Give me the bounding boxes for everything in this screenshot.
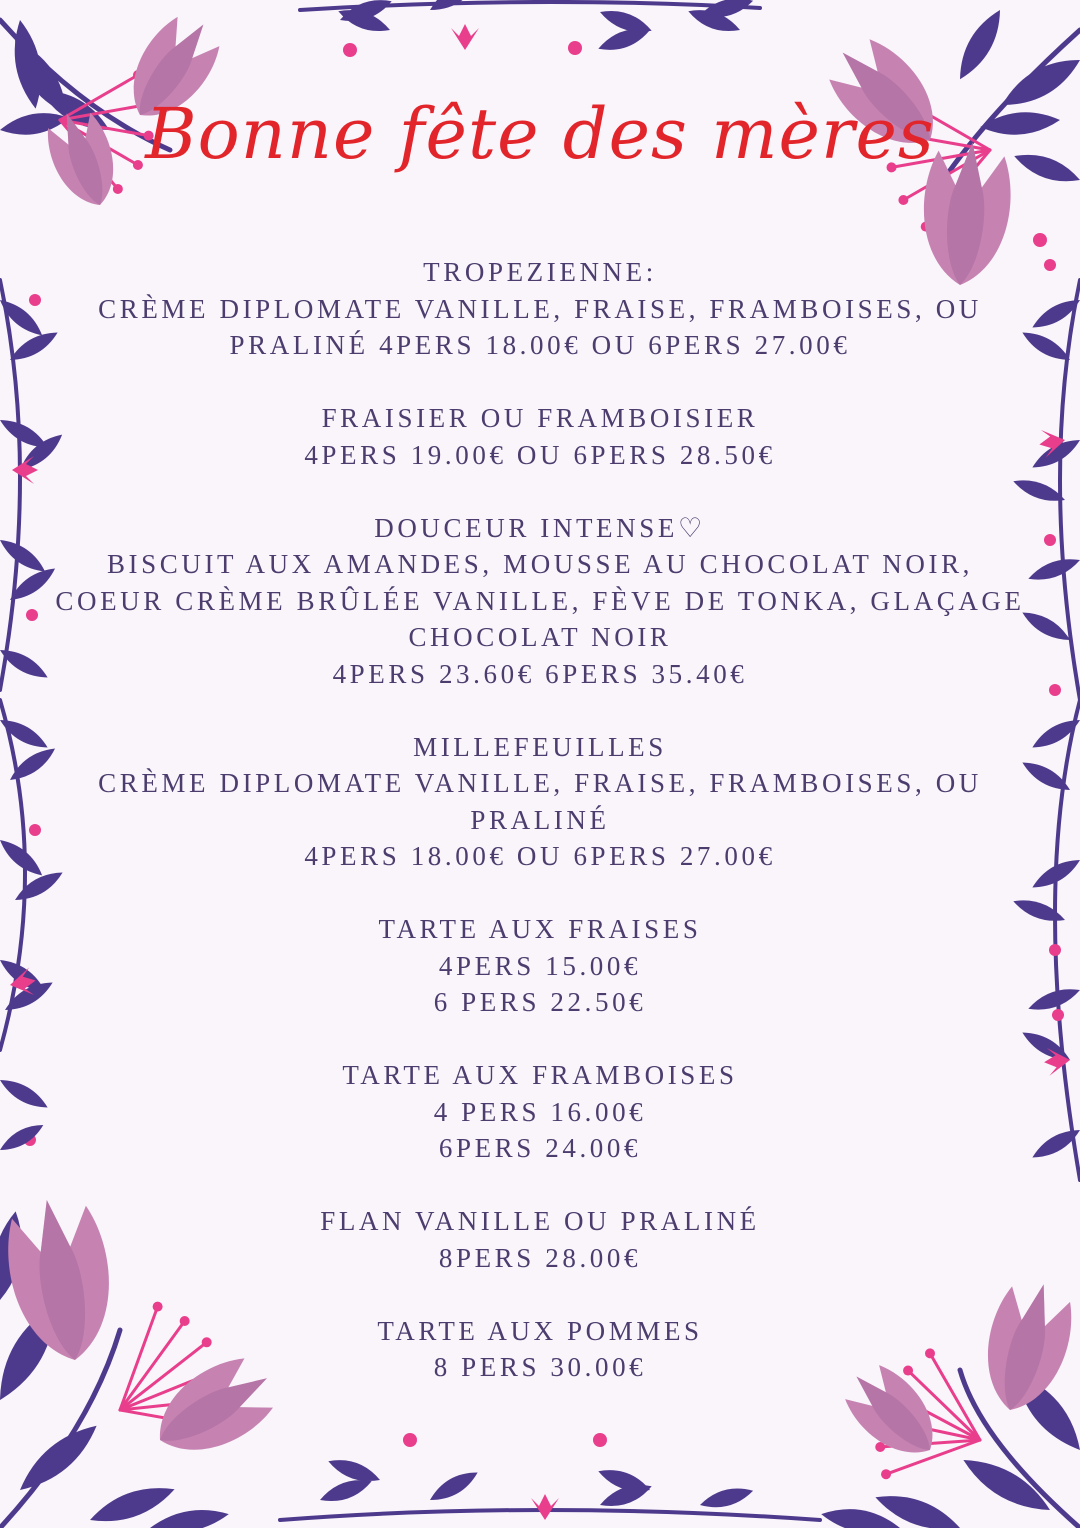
menu-item-name: TARTE AUX POMMES: [377, 1315, 703, 1346]
berry-dot: [1049, 684, 1061, 696]
menu-item-detail: 4PERS 19.00€ OU 6PERS 28.50€: [304, 439, 776, 470]
small-pink-flower: [451, 24, 479, 50]
leaf-shape: [698, 1483, 755, 1513]
leaf-shape: [12, 1416, 105, 1500]
menu-item-name: FLAN VANILLE OU PRALINÉ: [320, 1206, 760, 1236]
berry-dot: [403, 1433, 417, 1447]
leaf-shape: [950, 5, 1009, 85]
leaf-shape: [148, 1504, 230, 1528]
menu-item-detail: PRALINÉ: [470, 804, 610, 835]
menu-list: [40, 254, 1040, 1422]
menu-item: [40, 510, 1040, 693]
small-pink-flower: [531, 1494, 559, 1520]
menu-item: [40, 400, 1040, 473]
menu-item-name: TARTE AUX FRAMBOISES: [342, 1060, 738, 1090]
menu-item-detail: 8 PERS 30.00€: [433, 1352, 647, 1382]
berry-dot: [26, 609, 38, 621]
menu-item-detail: 8PERS 28.00€: [438, 1242, 642, 1273]
berry-dot: [1052, 1009, 1064, 1021]
leaf-shape: [426, 1466, 482, 1507]
stem-line: [0, 280, 20, 690]
menu-item-detail: CRÈME DIPLOMATE VANILLE, FRAISE, FRAMBOISES, OU: [98, 768, 982, 798]
berry-dot: [1044, 534, 1056, 546]
menu-item-detail: 4PERS 23.60€ 6PERS 35.40€: [332, 658, 748, 689]
menu-item: [40, 1057, 1040, 1167]
menu-item-detail: CHOCOLAT NOIR: [408, 622, 672, 652]
menu-item-detail: 6PERS 24.00€: [438, 1133, 642, 1163]
menu-item: [40, 911, 1040, 1021]
menu-item-name: MILLEFEUILLES: [413, 731, 667, 762]
berry-dot: [1044, 259, 1056, 271]
berry-dot: [898, 195, 908, 205]
berry-dot: [113, 184, 123, 194]
poster-title: Bonne fête des mères: [145, 93, 935, 175]
berry-dot: [593, 1433, 607, 1447]
menu-item-detail: 4PERS 18.00€ OU 6PERS 27.00€: [304, 841, 776, 871]
menu-item-name: TARTE AUX FRAISES: [378, 914, 702, 944]
menu-item: [40, 1313, 1040, 1386]
menu-item-detail: 4PERS 15.00€: [438, 950, 642, 981]
menu-item-detail: 4 PERS 16.00€: [433, 1096, 647, 1127]
menu-item-name: FRAISIER OU FRAMBOISIER: [321, 403, 759, 433]
menu-item-detail: PRALINÉ 4PERS 18.00€ OU 6PERS 27.00€: [229, 330, 851, 360]
berry-dot: [1049, 944, 1061, 956]
berry-dot: [1033, 233, 1047, 247]
menu-item: [40, 254, 1040, 364]
stem-line: [1055, 700, 1080, 1180]
menu-item-detail: CRÈME DIPLOMATE VANILLE, FRAISE, FRAMBOISES, OU: [98, 293, 982, 324]
menu-item: [40, 1203, 1040, 1276]
menu-item-detail: BISCUIT AUX AMANDES, MOUSSE AU CHOCOLAT NOIR,: [106, 549, 974, 579]
menu-item-name: DOUCEUR INTENSE♡: [374, 512, 706, 543]
berry-dot: [343, 43, 357, 57]
menu-item-name: TROPEZIENNE:: [423, 257, 657, 287]
berry-dot: [568, 41, 582, 55]
leaf-shape: [957, 1449, 1057, 1522]
menu-item: [40, 729, 1040, 875]
berry-dot: [881, 1469, 891, 1479]
menu-item-detail: 6 PERS 22.50€: [433, 987, 647, 1017]
menu-item-detail: COEUR CRÈME BRÛLÉE VANILLE, FÈVE DE TONKA, GLAÇAGE: [55, 585, 1025, 616]
